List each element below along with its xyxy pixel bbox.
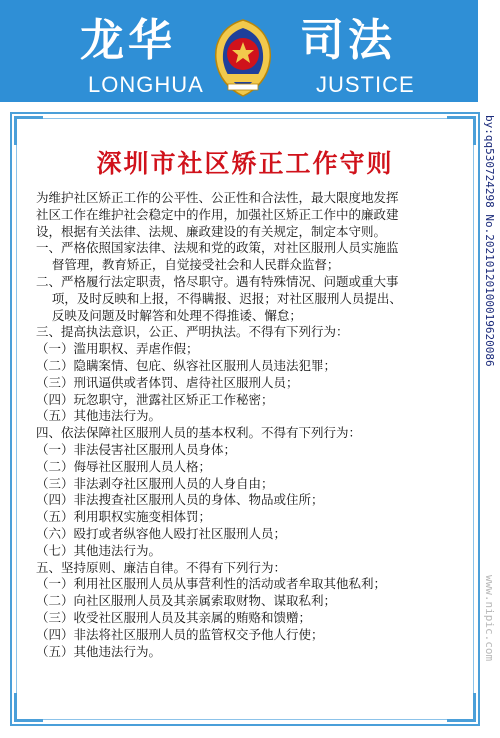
- rules-line: （六）殴打或者纵容他人殴打社区服刑人员；: [36, 525, 287, 541]
- rules-line: （二）隐瞒案情、包庇、纵容社区服刑人员违法犯罪；: [36, 357, 337, 373]
- watermark-site-text: www.nipic.com: [483, 575, 496, 662]
- brand-cn-right: 司法: [300, 15, 396, 66]
- frame-corner-ornament: [14, 116, 43, 145]
- rules-line: （二）侮辱社区服刑人员人格；: [36, 458, 212, 474]
- rules-line: 四、依法保障社区服刑人员的基本权利。不得有下列行为：: [36, 425, 362, 441]
- frame-corner-ornament: [14, 693, 43, 722]
- rules-line: 督管理，教育矫正，自觉接受社会和人民群众监督；: [36, 257, 340, 273]
- header-banner: [0, 0, 478, 102]
- rules-line: （三）刑讯逼供或者体罚、虐待社区服刑人员；: [36, 374, 299, 390]
- rules-line: （三）非法剥夺社区服刑人员的人身自由；: [36, 475, 274, 491]
- rules-line: 二、严格履行法定职责，恪尽职守。遇有特殊情况、问题或重大事: [36, 273, 399, 289]
- content-frame: [10, 112, 480, 726]
- brand-en-right: JUSTICE: [316, 72, 415, 97]
- rules-line: （四）非法搜查社区服刑人员的身体、物品或住所；: [36, 492, 324, 508]
- watermark-side-text: by:qq530724298 No.20210120100019620086: [483, 115, 496, 367]
- brand-en-left: LONGHUA: [88, 72, 204, 97]
- rules-line: 五、坚持原则、廉洁自律。不得有下列行为：: [36, 559, 287, 575]
- rules-line: 设，根据有关法律、法规、廉政建设的有关规定，制定本守则。: [36, 223, 387, 239]
- rules-line: （一）滥用职权、弄虐作假；: [36, 341, 199, 357]
- frame-corner-ornament: [447, 693, 476, 722]
- rules-line: 为维护社区矫正工作的公平性、公正性和合法性，最大限度地发挥: [36, 190, 399, 205]
- rules-line: （三）收受社区服刑人员及其亲属的贿赂和馈赠；: [36, 609, 312, 625]
- rules-line: （五）其他违法行为。: [36, 408, 162, 424]
- rules-text: [36, 190, 454, 660]
- rules-line: 社区工作在维护社会稳定中的作用，加强社区矫正工作中的廉政建: [36, 206, 399, 222]
- page-title: 深圳市社区矫正工作守则: [96, 149, 394, 178]
- rules-line: （四）玩忽职守，泄露社区矫正工作秘密；: [36, 391, 274, 407]
- rules-line: （七）其他违法行为。: [36, 542, 162, 558]
- rules-line: （四）非法将社区服刑人员的监管权交予他人行使；: [36, 626, 324, 642]
- frame-corner-ornament: [447, 116, 476, 145]
- rules-line: （一）利用社区服刑人员从事营利性的活动或者牟取其他私利；: [36, 576, 387, 592]
- police-emblem-icon: [208, 18, 278, 98]
- rules-line: （五）利用职权实施变相体罚；: [36, 509, 212, 525]
- rules-line: （二）向社区服刑人员及其亲属索取财物、谋取私利；: [36, 593, 337, 609]
- rules-line: 三、提高执法意识，公正、严明执法。不得有下列行为：: [36, 324, 349, 340]
- brand-cn-left: 龙华: [80, 15, 176, 66]
- rules-line: 反映及问题及时解答和处理不得推诿、懈怠；: [36, 307, 302, 323]
- rules-line: 项，及时反映和上报，不得瞒报、迟报；对社区服刑人员提出、: [36, 290, 402, 306]
- rules-line: （五）其他违法行为。: [36, 643, 162, 659]
- rules-line: 一、严格依照国家法律、法规和党的政策，对社区服刑人员实施监: [36, 240, 399, 256]
- rules-line: （一）非法侵害社区服刑人员身体；: [36, 441, 237, 457]
